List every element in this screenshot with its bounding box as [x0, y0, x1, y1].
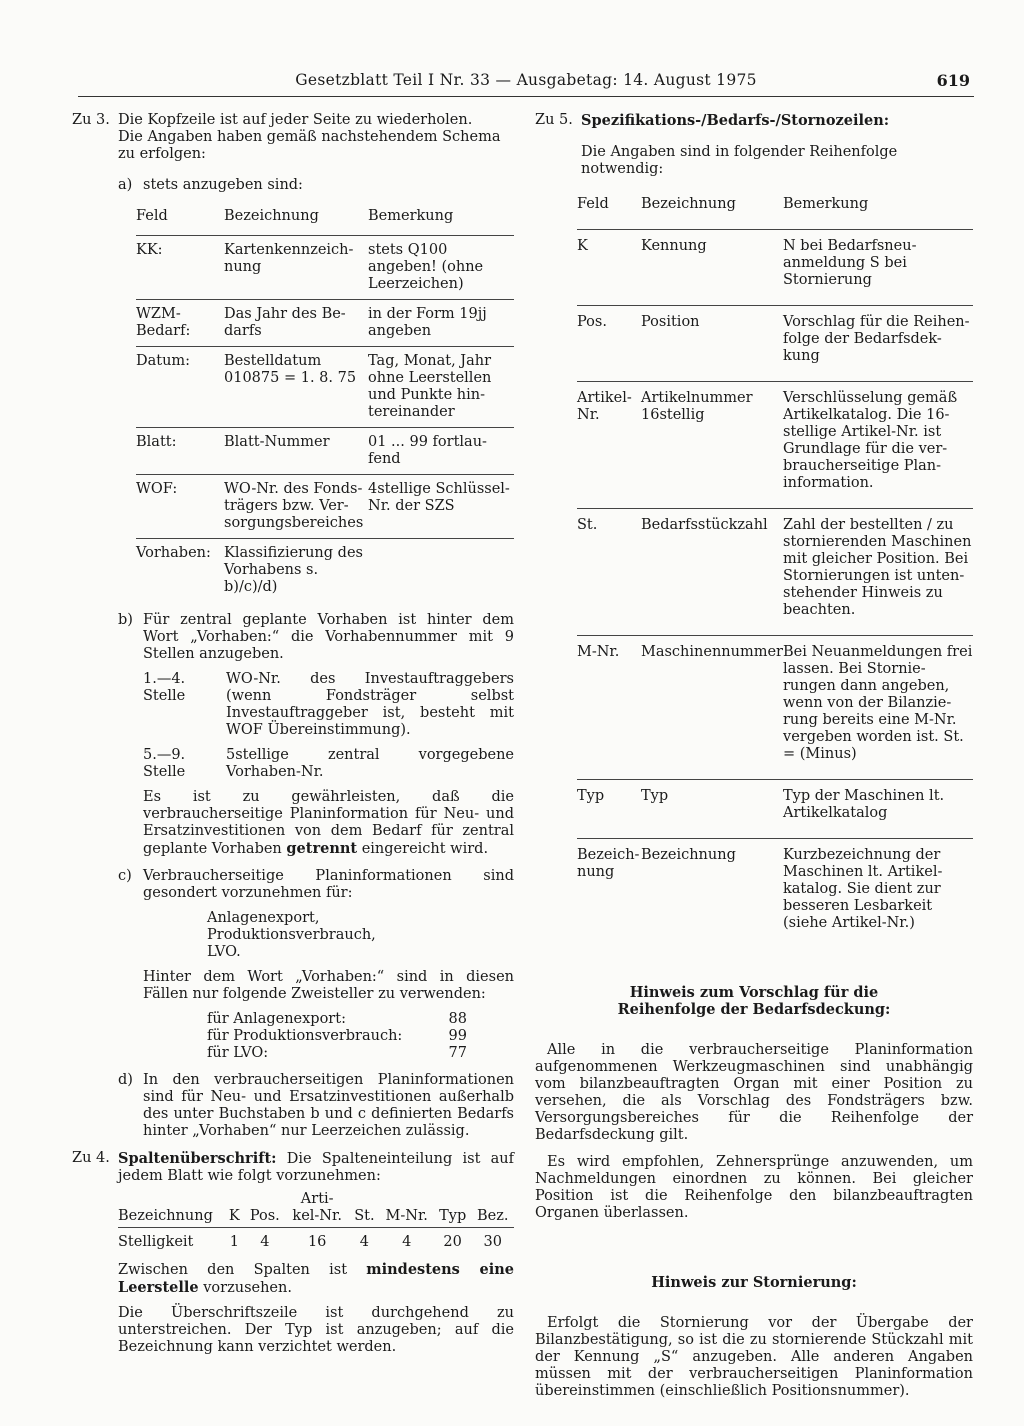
zu3-table — [136, 202, 514, 602]
table-cell: 30 — [472, 1228, 514, 1254]
table-cell: Maschinennummer — [641, 636, 783, 780]
table-cell: WOF: — [136, 475, 224, 539]
value-key: für LVO: — [207, 1045, 269, 1061]
section-zu3 — [72, 112, 514, 1140]
table-cell: WO-Nr. des Fonds-trägers bzw. Ver-sorgungsbereiches — [224, 475, 368, 539]
table-cell: Vorschlag für die Reihen-folge der Bedarfsdek-kung — [783, 306, 973, 382]
table-row — [136, 539, 514, 603]
hinweis-paragraph: Es wird empfohlen, Zehnersprünge anzuwenden, um Nachmeldungen einordnen zu können. Bei gleicher Position ist die Reihenfolge den bilanzbeauftragten Organen überlassen. — [535, 1154, 973, 1221]
table-row — [577, 636, 973, 780]
section-label: Zu 5. — [535, 112, 573, 128]
table-cell: N bei Bedarfsneu-anmeldung S bei Stornierung — [783, 230, 973, 306]
item-c-text: Verbraucherseitige Planinformationen sind gesondert vorzunehmen für: — [143, 868, 514, 901]
table-cell: Typ der Maschinen lt. Artikelkatalog — [783, 780, 973, 839]
table-row — [577, 230, 973, 306]
stelle-key: 5.—9. Stelle — [143, 747, 186, 780]
table-cell: Typ — [641, 780, 783, 839]
header-cell: Bez. — [477, 1208, 509, 1224]
item-label: a) — [118, 177, 133, 193]
table-cell: Position — [641, 306, 783, 382]
table-cell: Vorhaben: — [136, 539, 224, 603]
hinweis-paragraph: Alle in die verbraucherseitige Planinformation aufgenommenen Werkzeugmaschinen sind unabhängig vom bilanzbeauftragten Organ mit einer Position zu versehen, die als Vorschlag des Fondsträgers bzw. Versorgungsbereiches für die Reihenfolge der Bedarfsdeckung gilt. — [535, 1042, 973, 1143]
item-d-text: In den verbraucherseitigen Planinformationen sind für Neu- und Ersatzinvestitionen außerhalb des unter Buchstaben b und c definierten Bedarfs hinter „Vorhaben“ nur Leerzeichen zulässig. — [143, 1072, 514, 1139]
stelle-value: WO-Nr. des Investauftraggebers (wenn Fondsträger selbst Investauftraggeber ist, besteht mit WOF Übereinstimmung). — [226, 671, 514, 738]
section-label: Zu 3. — [72, 112, 110, 128]
item-c-paragraph: Hinter dem Wort „Vorhaben:“ sind in diesen Fällen nur folgende Zweisteller zu verwenden: — [143, 969, 514, 1002]
page-header — [78, 70, 974, 97]
table-cell: Bei Neuanmeldungen frei lassen. Bei Stornie-rungen dann angeben, wenn von der Bilanzie-rung bereits eine M-Nr. vergeben worden ist. St. = (Minus) — [783, 636, 973, 780]
header-cell: Bezeichnung — [224, 208, 319, 224]
table-cell: stets Q100 angeben! (ohne Leerzeichen) — [368, 236, 514, 300]
table-cell: M-Nr. — [577, 636, 641, 780]
header-cell: Arti-kel-Nr. — [292, 1191, 342, 1224]
table-row — [118, 1228, 514, 1254]
table-cell: Kurzbezeichnung der Maschinen lt. Artikel-katalog. Sie dient zur besseren Lesbarkeit (siehe Artikel-Nr.) — [783, 839, 973, 949]
table-row — [577, 839, 973, 949]
zu4-paragraph-2: Die Überschriftszeile ist durchgehend zu unterstreichen. Der Typ ist anzugeben; auf die Bezeichnung kann verzichtet werden. — [118, 1305, 514, 1355]
table-row — [136, 300, 514, 347]
bold-text: getrennt — [286, 840, 358, 857]
table-row — [577, 306, 973, 382]
text-run: eingereicht wird. — [361, 841, 489, 857]
table-header-row — [136, 202, 514, 236]
item-c — [118, 868, 514, 1062]
text-run: vorzusehen. — [203, 1280, 292, 1296]
bold-text: mindestens eine Leerstelle — [118, 1261, 515, 1296]
hinweis-title: Hinweis zum Vorschlag für die Reihenfolge der Bedarfsdeckung: — [617, 984, 891, 1018]
table-cell: Artikelnummer 16stellig — [641, 382, 783, 509]
section-zu5 — [535, 112, 973, 178]
hinweis-reihenfolge — [535, 984, 973, 1222]
value-number: 77 — [448, 1045, 467, 1061]
bold-text: Spaltenüberschrift: — [118, 1150, 277, 1167]
table-cell: Typ — [577, 780, 641, 839]
table-cell: Bestelldatum 010875 = 1. 8. 75 — [224, 347, 368, 428]
header-cell: K — [228, 1208, 240, 1224]
table-cell: Bezeich-nung — [577, 839, 641, 949]
zu3-intro-1: Die Kopfzeile ist auf jeder Seite zu wiederholen. — [118, 112, 473, 128]
table-cell: 1 — [224, 1228, 244, 1254]
hinweis-stornierung — [535, 1274, 973, 1400]
table-cell: Artikel-Nr. — [577, 382, 641, 509]
table-cell: Blatt: — [136, 428, 224, 475]
section-label: Zu 4. — [72, 1150, 110, 1166]
table-row — [136, 428, 514, 475]
item-d — [118, 1072, 514, 1140]
zu4-paragraph-1 — [118, 1261, 514, 1297]
table-row — [577, 382, 973, 509]
table-row — [136, 475, 514, 539]
table-cell: Das Jahr des Be-darfs — [224, 300, 368, 347]
table-cell: St. — [577, 509, 641, 636]
section-zu4 — [72, 1150, 514, 1356]
item-label: d) — [118, 1072, 133, 1088]
bold-text: Spezifikations-/Bedarfs-/Stornozeilen: — [581, 112, 890, 129]
zu4-intro — [118, 1150, 514, 1185]
left-column — [72, 112, 514, 1356]
hinweis-title: Hinweis zur Stornierung: — [651, 1274, 857, 1291]
header-cell: Typ — [439, 1208, 467, 1224]
header-cell: Bemerkung — [368, 208, 454, 224]
text-run: Zwischen den Spalten ist — [118, 1262, 348, 1278]
header-cell: Pos. — [249, 1208, 280, 1224]
header-cell: Feld — [136, 208, 168, 224]
zu5-table — [577, 188, 973, 948]
table-cell: Kennung — [641, 230, 783, 306]
table-cell: Verschlüsselung gemäß Artikelkatalog. Die 16-stellige Artikel-Nr. ist Grundlage für die ver-braucherseitige Plan-information. — [783, 382, 973, 509]
table-cell: 01 ... 99 fortlau-fend — [368, 428, 514, 475]
item-label: c) — [118, 868, 132, 884]
item-label: b) — [118, 612, 133, 628]
value-key: für Produktionsverbrauch: — [207, 1028, 403, 1044]
value-number: 99 — [448, 1028, 467, 1044]
stelle-row — [143, 747, 514, 781]
table-header-row — [577, 188, 973, 230]
item-a-text: stets anzugeben sind: — [143, 177, 303, 193]
header-cell: St. — [354, 1208, 375, 1224]
list-item: Produktionsverbrauch, — [207, 927, 376, 943]
table-row — [136, 347, 514, 428]
item-b-text: Für zentral geplante Vorhaben ist hinter dem Wort „Vorhaben:“ die Vorhabennummer mit 9 Stellen anzugeben. — [143, 612, 514, 662]
table-cell: Blatt-Nummer — [224, 428, 368, 475]
header-cell: Feld — [577, 196, 609, 212]
table-cell: 4 — [380, 1228, 434, 1254]
right-column — [535, 112, 973, 1400]
value-key: für Anlagenexport: — [207, 1011, 346, 1027]
table-header-row — [118, 1189, 514, 1228]
value-row — [207, 1028, 467, 1045]
table-row — [577, 780, 973, 839]
table-cell: Bezeichnung — [641, 839, 783, 949]
table-row — [136, 236, 514, 300]
table-cell: Datum: — [136, 347, 224, 428]
header-cell: Bemerkung — [783, 196, 869, 212]
item-b-paragraph — [143, 789, 514, 858]
zu5-intro: Die Angaben sind in folgender Reihenfolge notwendig: — [581, 144, 898, 177]
stelle-row — [143, 671, 514, 739]
table-cell: Zahl der bestellten / zu stornierenden Maschinen mit gleicher Position. Bei Stornierungen ist unten-stehender Hinweis zu beachten. — [783, 509, 973, 636]
item-b — [118, 612, 514, 858]
table-cell: 4 — [349, 1228, 379, 1254]
value-number: 88 — [448, 1011, 467, 1027]
value-row — [207, 1045, 467, 1062]
table-cell: WZM-Bedarf: — [136, 300, 224, 347]
text-run: Die Spalteneinteilung ist auf jedem Blatt wie folgt vorzunehmen: — [118, 1151, 515, 1184]
table-cell: Stelligkeit — [118, 1228, 224, 1254]
table-cell: Tag, Monat, Jahr ohne Leerstellen und Punkte hin-tereinander — [368, 347, 514, 428]
table-cell: Bedarfsstückzahl — [641, 509, 783, 636]
value-row — [207, 1011, 467, 1028]
c-list — [143, 910, 514, 961]
stelle-value: 5stellige zentral vorgegebene Vorhaben-Nr. — [226, 747, 514, 780]
table-cell — [368, 539, 514, 603]
list-item: LVO. — [207, 944, 241, 960]
table-cell: 16 — [285, 1228, 349, 1254]
table-cell: 20 — [434, 1228, 472, 1254]
table-cell: in der Form 19jj angeben — [368, 300, 514, 347]
zu5-title — [581, 112, 973, 130]
table-cell: Kartenkennzeich-nung — [224, 236, 368, 300]
list-item: Anlagenexport, — [207, 910, 320, 926]
zu3-intro-2: Die Angaben haben gemäß nachstehendem Schema zu erfolgen: — [118, 129, 501, 162]
table-cell: Klassifizierung des Vorhabens s. b)/c)/d) — [224, 539, 368, 603]
header-cell: M-Nr. — [385, 1208, 428, 1224]
table-cell: K — [577, 230, 641, 306]
stelle-key: 1.—4. Stelle — [143, 671, 186, 704]
table-cell: 4stellige Schlüssel-Nr. der SZS — [368, 475, 514, 539]
item-a — [118, 177, 514, 194]
header-title: Gesetzblatt Teil I Nr. 33 — Ausgabetag: 14. August 1975 — [295, 71, 757, 89]
header-cell: Bezeichnung — [641, 196, 736, 212]
table-cell: KK: — [136, 236, 224, 300]
hinweis-paragraph: Erfolgt die Stornierung vor der Übergabe der Bilanzbestätigung, so ist die zu stornierende Stückzahl mit der Kennung „S“ anzugeben. Alle anderen Angaben müssen mit der verbraucherseitigen Planinformation übereinstimmen (einschließlich Positionsnummer). — [535, 1315, 973, 1399]
table-cell: 4 — [244, 1228, 285, 1254]
zu4-table — [118, 1189, 514, 1253]
text-run: Es ist zu gewährleisten, daß die verbraucherseitige Planinformation für Neu- und Ersatzinvestitionen von dem Bedarf für zentral geplante Vorhaben — [143, 789, 514, 857]
table-row — [577, 509, 973, 636]
table-cell: Pos. — [577, 306, 641, 382]
header-cell: Bezeichnung — [118, 1208, 213, 1224]
c-values — [143, 1011, 514, 1062]
page-number: 619 — [936, 71, 970, 90]
